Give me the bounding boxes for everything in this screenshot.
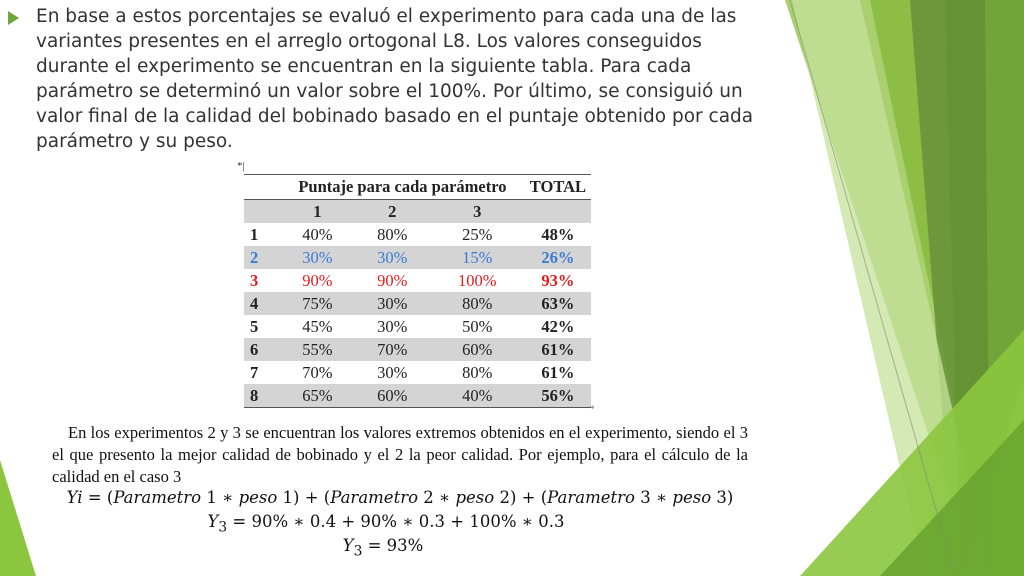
subheader-param: 3: [430, 200, 525, 224]
formula-var: Parametro: [113, 488, 202, 507]
cell-total: 63%: [525, 292, 591, 315]
body-paragraph: En los experimentos 2 y 3 se encuentran los valores extremos obtenidos en el experimento, siendo el 3 el que presento la mejor calidad de bobinado y el 2 la peor calidad. Por ejemplo, para el cálculo de la calidad en el caso 3: [52, 423, 748, 486]
header-group: Puntaje para cada parámetro: [280, 175, 525, 200]
row-index: 3: [244, 269, 280, 292]
formula-text: = 93%: [362, 536, 424, 555]
table-row: [244, 338, 591, 361]
table-row: [244, 292, 591, 315]
formula-text: 3 ∗: [634, 488, 673, 507]
cell-total: 61%: [525, 338, 591, 361]
cell-total: 61%: [525, 361, 591, 384]
formula-var: peso: [238, 488, 278, 507]
row-index: 8: [244, 384, 280, 408]
formula-text: 2) + (: [494, 488, 548, 507]
header-empty: [244, 175, 280, 200]
intro-paragraph: En base a estos porcentajes se evaluó el experimento para cada una de las variantes presentes en el arreglo ortogonal L8. Los valores conseguidos durante el experimento se encuentran en la siguiente tabla. Para cada parámetro se determinó un valor sobre el 100%. Por último, se consiguió un valor final de la calidad del bobinado basado en el puntaje obtenido por cada parámetro y su peso.: [36, 6, 754, 152]
cell-total: 93%: [525, 269, 591, 292]
cell-param-2: 30%: [355, 292, 430, 315]
cell-param-2: 30%: [355, 246, 430, 269]
subheader-param: 2: [355, 200, 430, 224]
subheader-empty: [525, 200, 591, 224]
scores-table: [244, 174, 591, 408]
formula-text: 1) + (: [277, 488, 331, 507]
row-index: 6: [244, 338, 280, 361]
cell-param-1: 45%: [280, 315, 355, 338]
table-row: [244, 361, 591, 384]
cell-param-2: 70%: [355, 338, 430, 361]
cell-param-3: 40%: [430, 384, 525, 408]
formula-lhs: Y: [207, 512, 219, 531]
table-row: [244, 223, 591, 246]
cell-param-3: 50%: [430, 315, 525, 338]
cell-param-1: 40%: [280, 223, 355, 246]
formula-var: Parametro: [547, 488, 635, 507]
cell-param-1: 65%: [280, 384, 355, 408]
cell-param-1: 70%: [280, 361, 355, 384]
formula-text: 2 ∗: [418, 488, 456, 507]
subheader-param: 1: [280, 200, 355, 224]
cell-param-1: 75%: [280, 292, 355, 315]
cell-total: 26%: [525, 246, 591, 269]
table-marker: *|: [237, 160, 245, 172]
cell-param-3: 100%: [430, 269, 525, 292]
header-total: TOTAL: [525, 175, 591, 200]
formula-result: [0, 536, 783, 559]
table-row: [244, 384, 591, 408]
cell-param-2: 80%: [355, 223, 430, 246]
formula-case-3: [0, 512, 786, 535]
subheader-empty: [244, 200, 280, 224]
formula-subscript: 3: [218, 519, 228, 536]
row-index: 7: [244, 361, 280, 384]
row-index: 2: [244, 246, 280, 269]
cell-param-3: 80%: [430, 292, 525, 315]
cell-param-2: 60%: [355, 384, 430, 408]
cell-param-3: 60%: [430, 338, 525, 361]
formula-lhs: Y: [342, 536, 354, 555]
formula-general: [0, 488, 800, 507]
formula-var: peso: [455, 488, 495, 507]
cell-param-3: 25%: [430, 223, 525, 246]
row-index: 1: [244, 223, 280, 246]
table-row: [244, 269, 591, 292]
cell-param-2: 30%: [355, 315, 430, 338]
formula-text: 3): [711, 488, 734, 507]
table-header-row: [244, 175, 591, 200]
cell-param-3: 80%: [430, 361, 525, 384]
cell-param-2: 90%: [355, 269, 430, 292]
cell-param-1: 30%: [280, 246, 355, 269]
formula-subscript: 3: [353, 543, 363, 560]
formula-text: = (: [82, 488, 114, 507]
bullet-arrow-icon: [8, 11, 19, 25]
table-row: [244, 315, 591, 338]
formula-lhs: Yi: [66, 488, 83, 507]
cell-param-2: 30%: [355, 361, 430, 384]
table-tick: *: [590, 404, 595, 414]
cell-param-1: 90%: [280, 269, 355, 292]
cell-param-1: 55%: [280, 338, 355, 361]
formula-text: 1 ∗: [201, 488, 239, 507]
formula-var: peso: [672, 488, 712, 507]
row-index: 4: [244, 292, 280, 315]
cell-total: 56%: [525, 384, 591, 408]
cell-total: 48%: [525, 223, 591, 246]
table-row: [244, 246, 591, 269]
formula-text: = 90% ∗ 0.4 + 90% ∗ 0.3 + 100% ∗ 0.3: [227, 512, 565, 531]
row-index: 5: [244, 315, 280, 338]
cell-total: 42%: [525, 315, 591, 338]
table-subheader-row: [244, 200, 591, 224]
cell-param-3: 15%: [430, 246, 525, 269]
formula-var: Parametro: [330, 488, 419, 507]
